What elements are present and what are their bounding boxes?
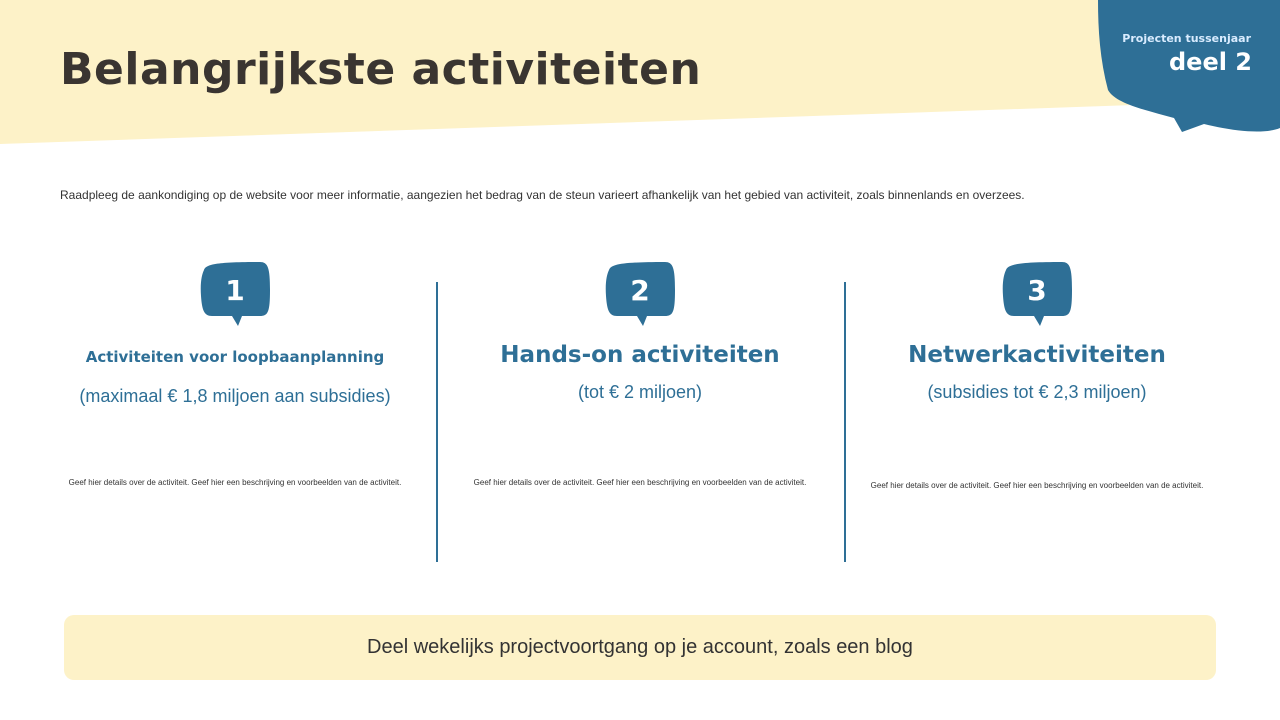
activity-description: Geef hier details over de activiteit. Geef hier een beschrijving en voorbeelden van de activiteit. xyxy=(68,478,402,487)
page-title: Belangrijkste activiteiten xyxy=(60,44,702,95)
activity-number: 1 xyxy=(225,274,245,307)
activity-description: Geef hier details over de activiteit. Geef hier een beschrijving en voorbeelden van de activiteit. xyxy=(473,478,807,487)
activity-subtitle: (maximaal € 1,8 miljoen aan subsidies) xyxy=(79,386,391,406)
activity-column-1 xyxy=(45,260,425,487)
activity-title: Activiteiten voor loopbaanplanning xyxy=(85,348,385,366)
activity-title: Netwerkactiviteiten xyxy=(908,342,1166,368)
number-bubble-3 xyxy=(1000,260,1074,326)
footer-text: Deel wekelijks projectvoortgang op je account, zoals een blog xyxy=(367,636,913,658)
badge-subtitle: Projecten tussenjaar xyxy=(1122,32,1251,45)
column-divider xyxy=(844,282,846,562)
section-badge xyxy=(1096,0,1280,134)
number-bubble-2 xyxy=(603,260,677,326)
activity-column-2 xyxy=(450,260,830,487)
intro-text: Raadpleeg de aankondiging op de website voor meer informatie, aangezien het bedrag van de steun varieert afhankelijk van het gebied van activiteit, zoals binnenlands en overzees. xyxy=(60,188,1025,202)
badge-label: deel 2 xyxy=(1168,48,1252,76)
footer-callout xyxy=(64,615,1216,680)
activity-number: 3 xyxy=(1027,274,1047,307)
activity-subtitle: (tot € 2 miljoen) xyxy=(577,382,703,402)
column-divider xyxy=(436,282,438,562)
activity-title: Hands-on activiteiten xyxy=(500,342,780,368)
activity-column-3 xyxy=(847,260,1227,490)
number-bubble-1 xyxy=(198,260,272,326)
activity-description: Geef hier details over de activiteit. Geef hier een beschrijving en voorbeelden van de activiteit. xyxy=(870,481,1204,490)
activity-number: 2 xyxy=(630,274,650,307)
activity-subtitle: (subsidies tot € 2,3 miljoen) xyxy=(927,382,1147,402)
